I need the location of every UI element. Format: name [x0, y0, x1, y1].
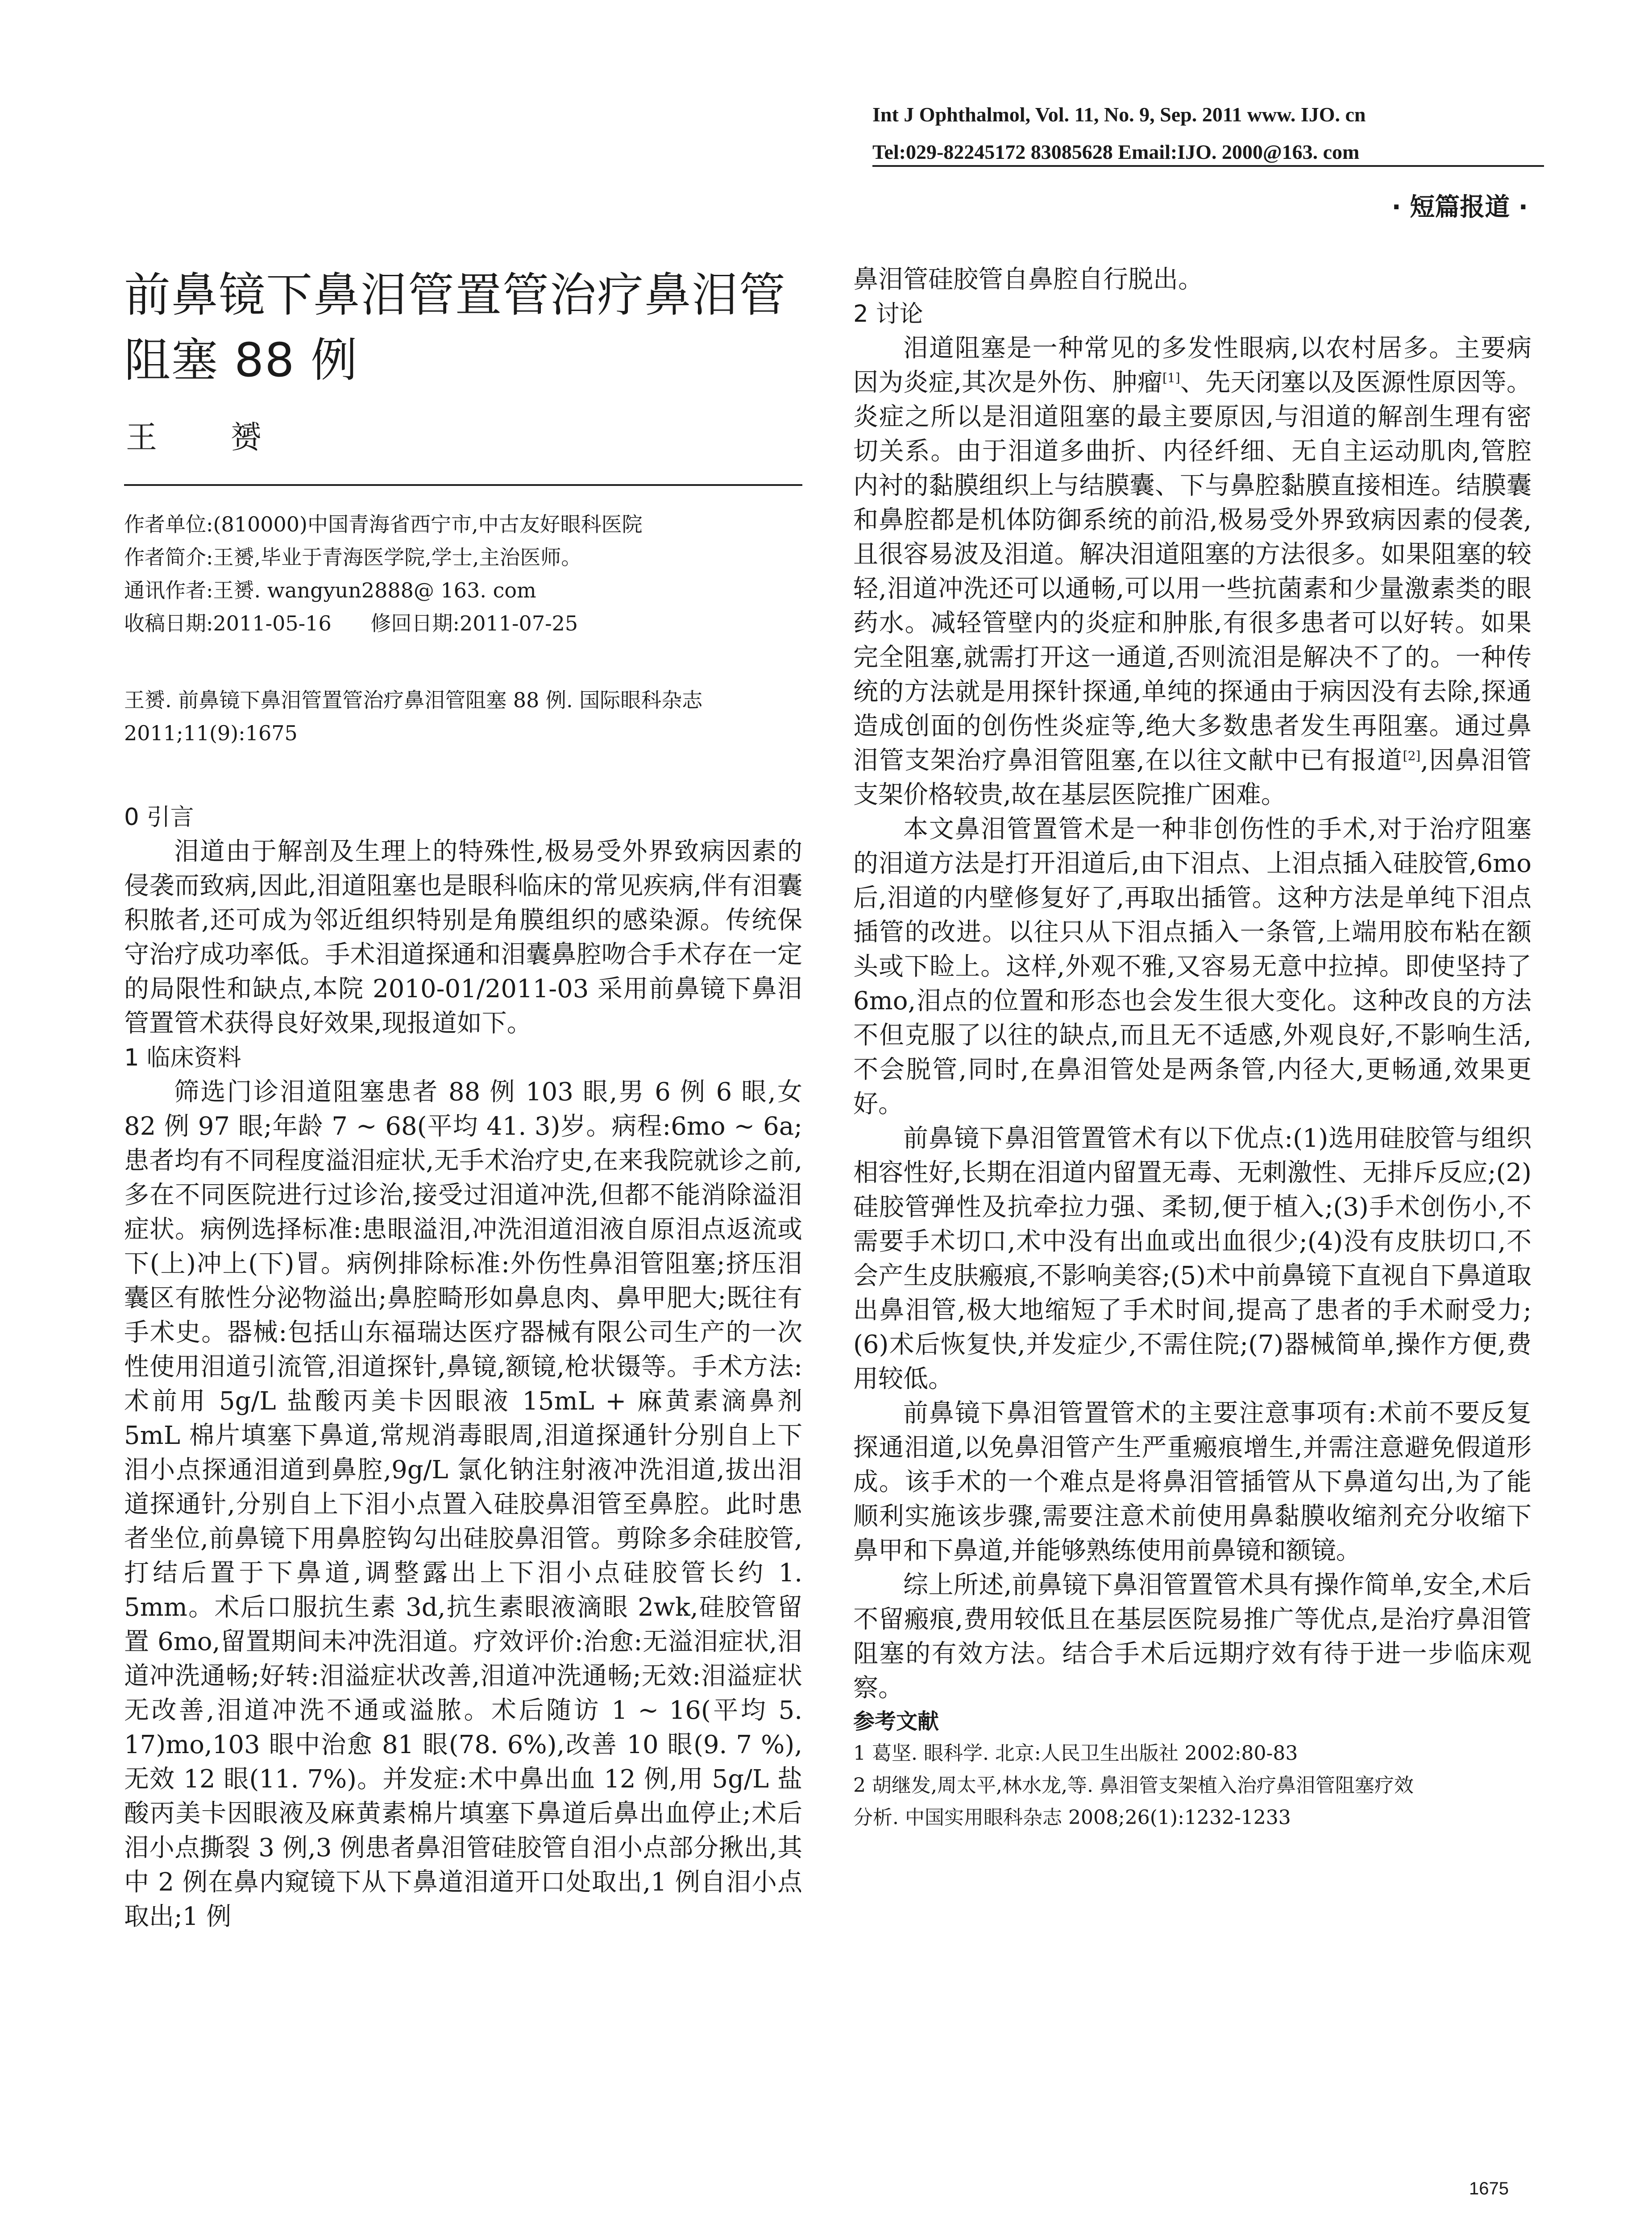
discussion-paragraph-4: 前鼻镜下鼻泪管置管术的主要注意事项有:术前不要反复探通泪道,以免鼻泪管产生严重瘢痕增生,并需注意避免假道形成。该手术的一个难点是将鼻泪管插管从下鼻道勾出,为了能顺利实施该步骤,需要注意术前使用鼻黏膜收缩剂充分收缩下鼻甲和下鼻道,并能够熟练使用前鼻镜和额镜。 [853, 1399, 1532, 1565]
discussion-text-c: ,因鼻泪管支架价格较贵,故在基层医院推广困难。 [853, 746, 1532, 809]
discussion-paragraph-3: 前鼻镜下鼻泪管置管术有以下优点:(1)选用硅胶管与组织相容性好,长期在泪道内留置无毒、无刺激性、无排斥反应;(2)硅胶管弹性及抗牵拉力强、柔韧,便于植入;(3)手术创伤小,不需要手术切口,术中没有出血或出血很少;(4)没有皮肤切口,不会产生皮肤瘢痕,不影响美容;(5)术中前鼻镜下直视自下鼻道取出鼻泪管,极大地缩短了手术时间,提高了患者的手术耐受力;(6)术后恢复快,并发症少,不需住院;(7)器械简单,操作方便,费用较低。 [853, 1124, 1532, 1393]
reference-1: 1 葛坚. 眼科学. 北京:人民卫生出版社 2002:80-83 [853, 1742, 1298, 1765]
page-number: 1675 [1469, 2179, 1509, 2198]
author-rule [124, 484, 802, 486]
ref-mark-1: [1] [1162, 370, 1180, 386]
citation: 王赟. 前鼻镜下鼻泪管置管治疗鼻泪管阻塞 88 例. 国际眼科杂志 2011;11(9):1675 [124, 688, 703, 745]
discussion-text-b: 、先天闭塞以及医源性原因等。炎症之所以是泪道阻塞的最主要原因,与泪道的解剖生理有密切关系。由于泪道多曲折、内径纤细、无自主运动肌肉,管腔内衬的黏膜组织上与结膜囊、下与鼻腔黏膜直接相连。结膜囊和鼻腔都是机体防御系统的前沿,极易受外界致病因素的侵袭,且很容易波及泪道。解决泪道阻塞的方法很多。如果阻塞的较轻,泪道冲洗还可以通畅,可以用一些抗菌素和少量激素类的眼药水。减轻管壁内的炎症和肿胀,有很多患者可以好转。如果完全阻塞,就需打开这一通道,否则流泪是解决不了的。一种传统的方法就是用探针探通,单纯的探通由于病因没有去除,探通造成创面的创伤性炎症等,绝大多数患者发生再阻塞。通过鼻泪管支架治疗鼻泪管阻塞,在以往文献中已有报道 [853, 368, 1532, 775]
discussion-paragraph-5: 综上所述,前鼻镜下鼻泪管置管术具有操作简单,安全,术后不留瘢痕,费用较低且在基层医院易推广等优点,是治疗鼻泪管阻塞的有效方法。结合手术后远期疗效有待于进一步临床观察。 [853, 1571, 1532, 1703]
meta-dates: 收稿日期:2011-05-16 修回日期:2011-07-25 [124, 611, 578, 635]
right-column [853, 262, 1532, 1834]
left-column [124, 800, 802, 1934]
continuation-text: 鼻泪管硅胶管自鼻腔自行脱出。 [853, 265, 1203, 294]
author-name: 王 赟 [126, 419, 280, 456]
section-heading-clinical: 1 临床资料 [124, 1044, 241, 1071]
article-title: 前鼻镜下鼻泪管置管治疗鼻泪管阻塞 88 例 [124, 268, 787, 387]
reference-2-line-1: 2 胡继发,周太平,林水龙,等. 鼻泪管支架植入治疗鼻泪管阻塞疗效 [853, 1774, 1414, 1797]
discussion-paragraph-2: 本文鼻泪管置管术是一种非创伤性的手术,对于治疗阻塞的泪道方法是打开泪道后,由下泪点、上泪点插入硅胶管,6mo 后,泪道的内壁修复好了,再取出插管。这种方法是单纯下泪点插管的改进。以往只从下泪点插入一条管,上端用胶布粘在额头或下睑上。这样,外观不雅,又容易无意中拉掉。即使坚持了 6mo,泪点的位置和形态也会发生很大变化。这种改良的方法不但克服了以往的缺点,而且无不适感,外观良好,不影响生活,不会脱管,同时,在鼻泪管处是两条管,内径大,更畅通,效果更好。 [853, 815, 1532, 1119]
meta-bio: 作者简介:王赟,毕业于青海医学院,学士,主治医师。 [124, 545, 582, 569]
clinical-paragraph: 筛选门诊泪道阻塞患者 88 例 103 眼,男 6 例 6 眼,女 82 例 97 眼;年龄 7 ~ 68(平均 41. 3)岁。病程:6mo ~ 6a;患者均有不同程度溢泪症状,无手术治疗史,在来我院就诊之前,多在不同医院进行过诊治,接受过泪道冲洗,但都不能消除溢泪症状。病例选择标准:患眼溢泪,冲洗泪道泪液自原泪点返流或下(上)冲上(下)冒。病例排除标准:外伤性鼻泪管阻塞;挤压泪囊区有脓性分泌物溢出;鼻腔畸形如鼻息肉、鼻甲肥大;既往有手术史。器械:包括山东福瑞达医疗器械有限公司生产的一次性使用泪道引流管,泪道探针,鼻镜,额镜,枪状镊等。手术方法:术前用 5g/L 盐酸丙美卡因眼液 15mL + 麻黄素滴鼻剂 5mL 棉片填塞下鼻道,常规消毒眼周,泪道探通针分别自上下泪小点探通泪道到鼻腔,9g/L 氯化钠注射液冲洗泪道,拔出泪道探通针,分别自上下泪小点置入硅胶鼻泪管至鼻腔。此时患者坐位,前鼻镜下用鼻腔钩勾出硅胶鼻泪管。剪除多余硅胶管,打结后置于下鼻道,调整露出上下泪小点硅胶管长约 1. 5mm。术后口服抗生素 3d,抗生素眼液滴眼 2wk,硅胶管留置 6mo,留置期间未冲洗泪道。疗效评价:治愈:无溢泪症状,泪道冲洗通畅;好转:泪溢症状改善,泪道冲洗通畅;无效:泪溢症状无改善,泪道冲洗不通或溢脓。术后随访 1 ~ 16(平均 5. 17)mo,103 眼中治愈 81 眼(78. 6%),改善 10 眼(9. 7 %),无效 12 眼(11. 7%)。并发症:术中鼻出血 12 例,用 5g/L 盐酸丙美卡因眼液及麻黄素棉片填塞下鼻道后鼻出血停止;术后泪小点撕裂 3 例,3 例患者鼻泪管硅胶管自泪小点部分揪出,其中 2 例在鼻内窥镜下从下鼻道泪道开口处取出,1 例自泪小点取出;1 例 [124, 1078, 802, 1931]
meta-correspondence: 通讯作者:王赟. wangyun2888@ 163. com [124, 578, 536, 602]
references-heading: 参考文献 [853, 1709, 939, 1734]
author-meta [124, 508, 820, 640]
section-heading-intro: 0 引言 [124, 804, 194, 831]
ref-mark-2: [2] [1403, 748, 1421, 763]
section-heading-discussion: 2 讨论 [853, 300, 923, 328]
intro-paragraph: 泪道由于解剖及生理上的特殊性,极易受外界致病因素的侵袭而致病,因此,泪道阻塞也是眼科临床的常见疾病,伴有泪囊积脓者,还可成为邻近组织特别是角膜组织的感染源。传统保守治疗成功率低。手术泪道探通和泪囊鼻腔吻合手术存在一定的局限性和缺点,本院 2010-01/2011-03 采用前鼻镜下鼻泪管置管术获得良好效果,现报道如下。 [124, 837, 802, 1038]
reference-2-line-2: 分析. 中国实用眼科杂志 2008;26(1):1232-1233 [853, 1806, 1291, 1829]
discussion-paragraph-1 [853, 331, 1532, 812]
journal-line: Int J Ophthalmol, Vol. 11, No. 9, Sep. 2011 www. IJO. cn [872, 103, 1366, 126]
meta-affiliation: 作者单位:(810000)中国青海省西宁市,中古友好眼科医院 [124, 512, 643, 536]
header-rule [872, 165, 1544, 167]
discussion-text-a: 泪道阻塞是一种常见的多发性眼病,以农村居多。主要病因为炎症,其次是外伤、肿瘤 [853, 334, 1532, 397]
contact-line: Tel:029-82245172 83085628 Email:IJO. 2000@163. com [872, 141, 1360, 163]
column-label: · 短篇报道 · [1391, 193, 1528, 222]
